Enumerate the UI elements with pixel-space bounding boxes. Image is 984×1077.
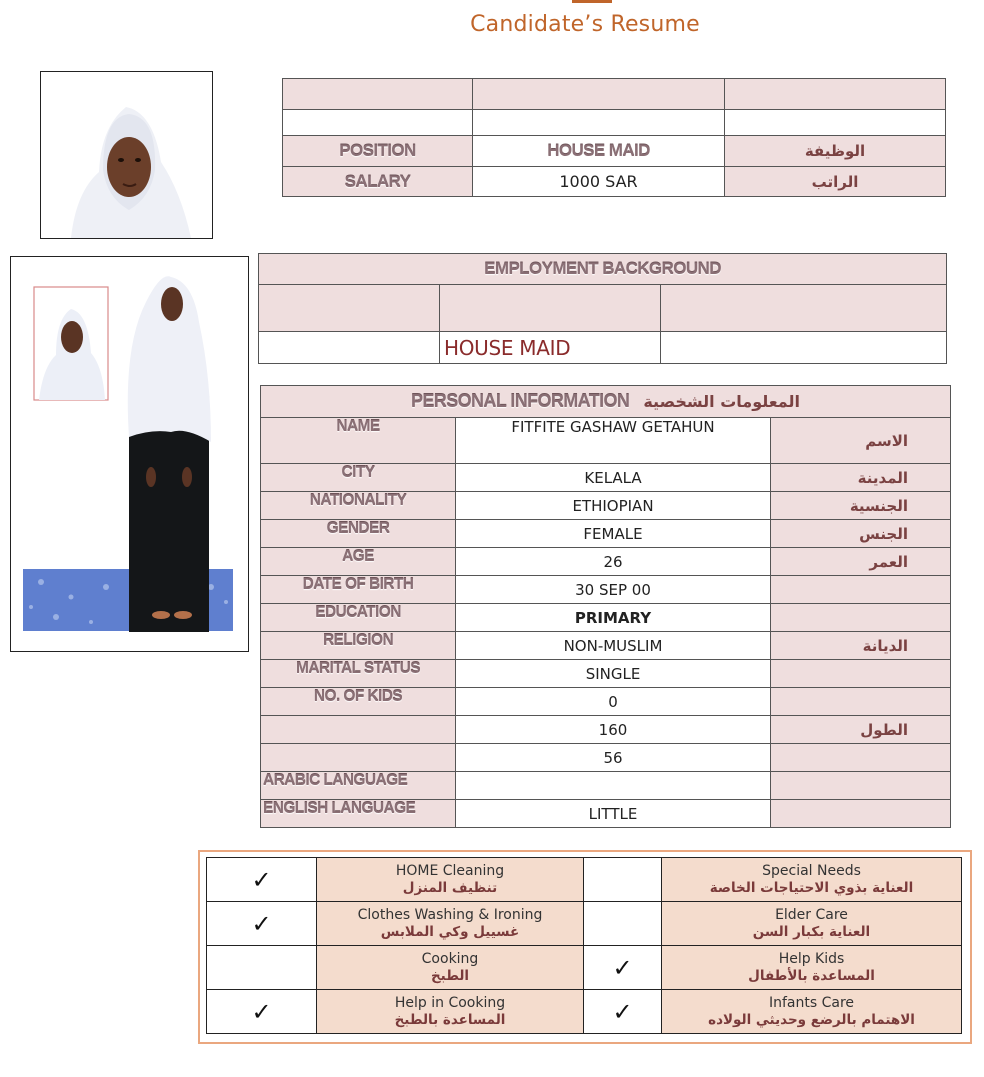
checkmark-icon: ✓ bbox=[251, 865, 272, 894]
position-value: HOUSE MAID bbox=[473, 136, 725, 167]
skills-table bbox=[206, 857, 962, 1034]
personal-label: MARITAL STATUS bbox=[261, 660, 456, 688]
personal-arabic bbox=[771, 688, 951, 716]
right-check-cell bbox=[584, 858, 662, 902]
left-check-cell bbox=[207, 946, 317, 990]
salary-value: 1000 SAR bbox=[473, 167, 725, 197]
personal-row bbox=[261, 744, 951, 772]
salary-label: SALARY bbox=[283, 167, 473, 197]
personal-arabic: الاسم bbox=[771, 418, 951, 464]
checkmark-icon: ✓ bbox=[612, 953, 633, 982]
skill-row bbox=[207, 946, 962, 990]
personal-row bbox=[261, 800, 951, 828]
personal-arabic bbox=[771, 800, 951, 828]
personal-arabic: الجنسية bbox=[771, 492, 951, 520]
personal-arabic: الجنس bbox=[771, 520, 951, 548]
skill-name-arabic: الطبخ bbox=[430, 967, 470, 984]
personal-arabic bbox=[771, 576, 951, 604]
position-label: POSITION bbox=[283, 136, 473, 167]
personal-row bbox=[261, 688, 951, 716]
personal-value: 56 bbox=[456, 744, 771, 772]
left-check-cell bbox=[207, 858, 317, 902]
skill-left bbox=[317, 858, 584, 902]
personal-label: EDUCATION bbox=[261, 604, 456, 632]
skill-left bbox=[317, 902, 584, 946]
personal-label: RELIGION bbox=[261, 632, 456, 660]
skill-left bbox=[317, 990, 584, 1034]
skill-name: Help in Cooking bbox=[394, 994, 506, 1011]
left-check-cell bbox=[207, 990, 317, 1034]
personal-value: 0 bbox=[456, 688, 771, 716]
personal-row bbox=[261, 548, 951, 576]
personal-arabic bbox=[771, 744, 951, 772]
personal-row bbox=[261, 632, 951, 660]
personal-value: SINGLE bbox=[456, 660, 771, 688]
personal-row bbox=[261, 418, 951, 464]
personal-heading: PERSONAL INFORMATION bbox=[411, 391, 630, 411]
personal-row bbox=[261, 772, 951, 800]
personal-value: PRIMARY bbox=[456, 604, 771, 632]
skill-name-arabic: غسييل وكي الملابس bbox=[380, 923, 520, 940]
personal-value: NON-MUSLIM bbox=[456, 632, 771, 660]
personal-label: NAME bbox=[261, 418, 456, 464]
personal-value: 30 SEP 00 bbox=[456, 576, 771, 604]
right-check-cell bbox=[584, 990, 662, 1034]
personal-row bbox=[261, 464, 951, 492]
checkmark-icon: ✓ bbox=[251, 997, 272, 1026]
position-arabic: الوظيفة bbox=[725, 136, 946, 167]
skill-name-arabic: تنظيف المنزل bbox=[402, 879, 498, 896]
skill-name: HOME Cleaning bbox=[395, 862, 505, 879]
full-body-photo bbox=[10, 256, 249, 652]
personal-value: FITFITE GASHAW GETAHUN bbox=[456, 418, 771, 464]
skill-name-arabic: الاهتمام بالرضع وحديثي الولاده bbox=[708, 1011, 915, 1028]
personal-arabic bbox=[771, 772, 951, 800]
skill-left bbox=[317, 946, 584, 990]
personal-value bbox=[456, 772, 771, 800]
employment-table bbox=[258, 253, 947, 364]
page-title: Candidate’s Resume bbox=[470, 12, 700, 37]
personal-arabic: الطول bbox=[771, 716, 951, 744]
personal-label: DATE OF BIRTH bbox=[261, 576, 456, 604]
skill-right bbox=[662, 990, 962, 1034]
right-check-cell bbox=[584, 946, 662, 990]
personal-arabic: العمر bbox=[771, 548, 951, 576]
personal-value: ETHIOPIAN bbox=[456, 492, 771, 520]
personal-row bbox=[261, 660, 951, 688]
personal-arabic bbox=[771, 660, 951, 688]
personal-label: NATIONALITY bbox=[261, 492, 456, 520]
skill-name: Elder Care bbox=[775, 906, 848, 923]
personal-value: 160 bbox=[456, 716, 771, 744]
employment-value: HOUSE MAID bbox=[440, 332, 661, 364]
personal-label: GENDER bbox=[261, 520, 456, 548]
skill-name-arabic: العناية بذوي الاحتياجات الخاصة bbox=[709, 879, 914, 896]
passport-photo bbox=[40, 71, 213, 239]
employment-heading: EMPLOYMENT BACKGROUND bbox=[259, 254, 947, 285]
personal-row bbox=[261, 520, 951, 548]
personal-row bbox=[261, 576, 951, 604]
personal-label: ARABIC LANGUAGE bbox=[261, 772, 456, 800]
skill-name-arabic: العناية بكبار السن bbox=[752, 923, 871, 940]
personal-row bbox=[261, 492, 951, 520]
salary-arabic: الراتب bbox=[725, 167, 946, 197]
skill-row bbox=[207, 902, 962, 946]
skill-name: Clothes Washing & Ironing bbox=[357, 906, 543, 923]
position-table bbox=[282, 78, 946, 197]
personal-arabic: المدينة bbox=[771, 464, 951, 492]
personal-value: KELALA bbox=[456, 464, 771, 492]
skill-name-arabic: المساعدة بالطبخ bbox=[394, 1011, 506, 1028]
skill-name: Help Kids bbox=[778, 950, 845, 967]
skill-row bbox=[207, 990, 962, 1034]
personal-value: FEMALE bbox=[456, 520, 771, 548]
personal-label bbox=[261, 716, 456, 744]
skill-right bbox=[662, 858, 962, 902]
personal-label: AGE bbox=[261, 548, 456, 576]
skill-row bbox=[207, 858, 962, 902]
skill-name: Special Needs bbox=[762, 862, 861, 879]
personal-row bbox=[261, 604, 951, 632]
skill-right bbox=[662, 902, 962, 946]
checkmark-icon: ✓ bbox=[612, 997, 633, 1026]
personal-label: CITY bbox=[261, 464, 456, 492]
left-check-cell bbox=[207, 902, 317, 946]
skill-name: Cooking bbox=[421, 950, 479, 967]
skill-right bbox=[662, 946, 962, 990]
checkmark-icon: ✓ bbox=[251, 909, 272, 938]
personal-value: 26 bbox=[456, 548, 771, 576]
personal-heading-arabic: المعلومات الشخصية bbox=[643, 392, 801, 411]
skill-name: Infants Care bbox=[768, 994, 855, 1011]
personal-arabic: الديانة bbox=[771, 632, 951, 660]
personal-row bbox=[261, 716, 951, 744]
personal-label bbox=[261, 744, 456, 772]
personal-arabic bbox=[771, 604, 951, 632]
personal-label: ENGLISH LANGUAGE bbox=[261, 800, 456, 828]
personal-label: NO. OF KIDS bbox=[261, 688, 456, 716]
personal-value: LITTLE bbox=[456, 800, 771, 828]
header-decoration bbox=[572, 0, 612, 4]
personal-info-table bbox=[260, 385, 951, 828]
right-check-cell bbox=[584, 902, 662, 946]
skill-name-arabic: المساعدة بالأطفال bbox=[748, 967, 875, 984]
